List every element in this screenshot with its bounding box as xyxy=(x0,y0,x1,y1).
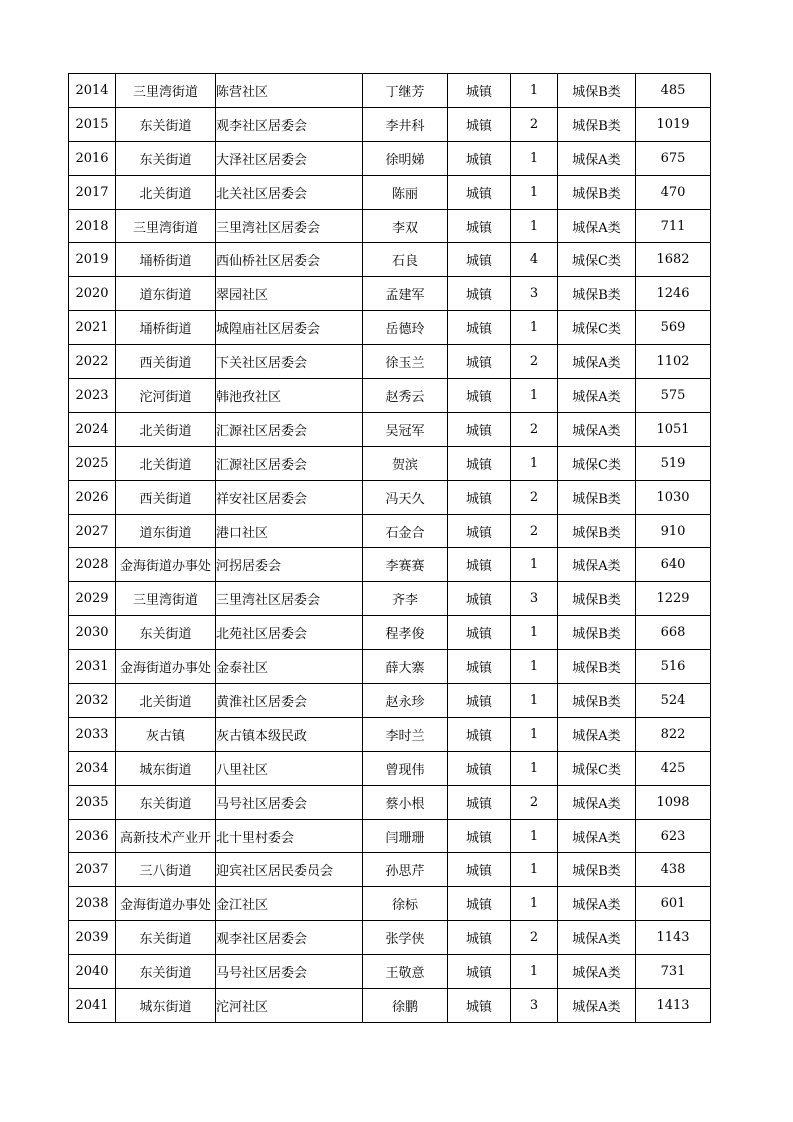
household-count-cell: 2 xyxy=(511,514,558,548)
amount-cell: 668 xyxy=(636,616,711,650)
table-row xyxy=(69,819,711,853)
street-cell: 三里湾街道 xyxy=(116,582,216,616)
street-cell: 北关街道 xyxy=(116,412,216,446)
street-cell: 东关街道 xyxy=(116,955,216,989)
street-cell: 三里湾街道 xyxy=(116,74,216,108)
amount-cell: 569 xyxy=(636,311,711,345)
community-cell: 河拐居委会 xyxy=(216,548,363,582)
household-count-cell: 2 xyxy=(511,107,558,141)
street-cell: 城东街道 xyxy=(116,989,216,1023)
area-type-cell: 城镇 xyxy=(448,819,511,853)
household-count-cell: 1 xyxy=(511,311,558,345)
table-row xyxy=(69,412,711,446)
row-id-cell: 2024 xyxy=(69,412,116,446)
row-id-cell: 2034 xyxy=(69,751,116,785)
amount-cell: 1413 xyxy=(636,989,711,1023)
name-cell: 吴冠军 xyxy=(363,412,448,446)
community-cell: 汇源社区居委会 xyxy=(216,446,363,480)
street-cell: 城东街道 xyxy=(116,751,216,785)
street-cell: 北关街道 xyxy=(116,446,216,480)
category-cell: 城保C类 xyxy=(558,751,636,785)
street-cell: 金海街道办事处 xyxy=(116,650,216,684)
row-id-cell: 2025 xyxy=(69,446,116,480)
table-row xyxy=(69,345,711,379)
amount-cell: 1051 xyxy=(636,412,711,446)
category-cell: 城保A类 xyxy=(558,379,636,413)
household-count-cell: 4 xyxy=(511,243,558,277)
row-id-cell: 2020 xyxy=(69,277,116,311)
area-type-cell: 城镇 xyxy=(448,582,511,616)
row-id-cell: 2019 xyxy=(69,243,116,277)
street-cell: 道东街道 xyxy=(116,277,216,311)
street-cell: 道东街道 xyxy=(116,514,216,548)
table-row xyxy=(69,684,711,718)
row-id-cell: 2022 xyxy=(69,345,116,379)
name-cell: 王敬意 xyxy=(363,955,448,989)
area-type-cell: 城镇 xyxy=(448,616,511,650)
amount-cell: 438 xyxy=(636,853,711,887)
street-cell: 三里湾街道 xyxy=(116,209,216,243)
amount-cell: 1229 xyxy=(636,582,711,616)
amount-cell: 640 xyxy=(636,548,711,582)
row-id-cell: 2035 xyxy=(69,785,116,819)
table-row xyxy=(69,514,711,548)
community-cell: 城隍庙社区居委会 xyxy=(216,311,363,345)
amount-cell: 731 xyxy=(636,955,711,989)
area-type-cell: 城镇 xyxy=(448,175,511,209)
category-cell: 城保B类 xyxy=(558,684,636,718)
household-count-cell: 3 xyxy=(511,277,558,311)
category-cell: 城保A类 xyxy=(558,717,636,751)
household-count-cell: 1 xyxy=(511,379,558,413)
name-cell: 石良 xyxy=(363,243,448,277)
category-cell: 城保B类 xyxy=(558,480,636,514)
category-cell: 城保B类 xyxy=(558,277,636,311)
amount-cell: 1030 xyxy=(636,480,711,514)
category-cell: 城保C类 xyxy=(558,311,636,345)
table-row xyxy=(69,921,711,955)
amount-cell: 1143 xyxy=(636,921,711,955)
table-row xyxy=(69,887,711,921)
category-cell: 城保A类 xyxy=(558,989,636,1023)
table-row xyxy=(69,582,711,616)
row-id-cell: 2038 xyxy=(69,887,116,921)
category-cell: 城保A类 xyxy=(558,548,636,582)
category-cell: 城保B类 xyxy=(558,175,636,209)
household-count-cell: 1 xyxy=(511,74,558,108)
row-id-cell: 2041 xyxy=(69,989,116,1023)
household-count-cell: 2 xyxy=(511,345,558,379)
category-cell: 城保B类 xyxy=(558,74,636,108)
table-row xyxy=(69,785,711,819)
street-cell: 金海街道办事处 xyxy=(116,887,216,921)
area-type-cell: 城镇 xyxy=(448,514,511,548)
row-id-cell: 2040 xyxy=(69,955,116,989)
category-cell: 城保B类 xyxy=(558,650,636,684)
community-cell: 西仙桥社区居委会 xyxy=(216,243,363,277)
category-cell: 城保C类 xyxy=(558,243,636,277)
household-count-cell: 2 xyxy=(511,921,558,955)
name-cell: 李时兰 xyxy=(363,717,448,751)
row-id-cell: 2039 xyxy=(69,921,116,955)
street-cell: 沱河街道 xyxy=(116,379,216,413)
name-cell: 李井科 xyxy=(363,107,448,141)
community-cell: 北关社区居委会 xyxy=(216,175,363,209)
area-type-cell: 城镇 xyxy=(448,853,511,887)
row-id-cell: 2030 xyxy=(69,616,116,650)
row-id-cell: 2017 xyxy=(69,175,116,209)
street-cell: 北关街道 xyxy=(116,175,216,209)
name-cell: 徐明娣 xyxy=(363,141,448,175)
household-count-cell: 1 xyxy=(511,684,558,718)
street-cell: 金海街道办事处 xyxy=(116,548,216,582)
table-row xyxy=(69,989,711,1023)
community-cell: 观李社区居委会 xyxy=(216,921,363,955)
street-cell: 东关街道 xyxy=(116,921,216,955)
table-row xyxy=(69,853,711,887)
amount-cell: 711 xyxy=(636,209,711,243)
table-row xyxy=(69,955,711,989)
household-count-cell: 1 xyxy=(511,616,558,650)
area-type-cell: 城镇 xyxy=(448,717,511,751)
name-cell: 孙思芹 xyxy=(363,853,448,887)
name-cell: 曾现伟 xyxy=(363,751,448,785)
amount-cell: 524 xyxy=(636,684,711,718)
category-cell: 城保B类 xyxy=(558,107,636,141)
name-cell: 蔡小根 xyxy=(363,785,448,819)
amount-cell: 910 xyxy=(636,514,711,548)
street-cell: 北关街道 xyxy=(116,684,216,718)
community-cell: 灰古镇本级民政 xyxy=(216,717,363,751)
table-row xyxy=(69,717,711,751)
name-cell: 齐李 xyxy=(363,582,448,616)
name-cell: 赵永珍 xyxy=(363,684,448,718)
name-cell: 岳德玲 xyxy=(363,311,448,345)
street-cell: 高新技术产业开 xyxy=(116,819,216,853)
area-type-cell: 城镇 xyxy=(448,989,511,1023)
amount-cell: 822 xyxy=(636,717,711,751)
row-id-cell: 2028 xyxy=(69,548,116,582)
area-type-cell: 城镇 xyxy=(448,887,511,921)
street-cell: 西关街道 xyxy=(116,345,216,379)
area-type-cell: 城镇 xyxy=(448,480,511,514)
amount-cell: 675 xyxy=(636,141,711,175)
name-cell: 石金合 xyxy=(363,514,448,548)
household-count-cell: 2 xyxy=(511,785,558,819)
household-count-cell: 3 xyxy=(511,989,558,1023)
street-cell: 埇桥街道 xyxy=(116,243,216,277)
table-row xyxy=(69,616,711,650)
street-cell: 灰古镇 xyxy=(116,717,216,751)
area-type-cell: 城镇 xyxy=(448,751,511,785)
row-id-cell: 2033 xyxy=(69,717,116,751)
category-cell: 城保A类 xyxy=(558,921,636,955)
area-type-cell: 城镇 xyxy=(448,921,511,955)
row-id-cell: 2031 xyxy=(69,650,116,684)
amount-cell: 425 xyxy=(636,751,711,785)
amount-cell: 623 xyxy=(636,819,711,853)
row-id-cell: 2029 xyxy=(69,582,116,616)
name-cell: 程孝俊 xyxy=(363,616,448,650)
name-cell: 贺滨 xyxy=(363,446,448,480)
table-row xyxy=(69,243,711,277)
table-row xyxy=(69,446,711,480)
amount-cell: 1019 xyxy=(636,107,711,141)
community-cell: 港口社区 xyxy=(216,514,363,548)
community-cell: 八里社区 xyxy=(216,751,363,785)
area-type-cell: 城镇 xyxy=(448,345,511,379)
area-type-cell: 城镇 xyxy=(448,379,511,413)
street-cell: 东关街道 xyxy=(116,141,216,175)
area-type-cell: 城镇 xyxy=(448,548,511,582)
table-row xyxy=(69,650,711,684)
household-count-cell: 2 xyxy=(511,480,558,514)
name-cell: 闫珊珊 xyxy=(363,819,448,853)
household-count-cell: 1 xyxy=(511,955,558,989)
name-cell: 李赛赛 xyxy=(363,548,448,582)
row-id-cell: 2032 xyxy=(69,684,116,718)
community-cell: 三里湾社区居委会 xyxy=(216,209,363,243)
community-cell: 下关社区居委会 xyxy=(216,345,363,379)
household-count-cell: 2 xyxy=(511,412,558,446)
household-count-cell: 1 xyxy=(511,717,558,751)
table-row xyxy=(69,480,711,514)
household-count-cell: 1 xyxy=(511,209,558,243)
area-type-cell: 城镇 xyxy=(448,412,511,446)
household-count-cell: 1 xyxy=(511,853,558,887)
street-cell: 东关街道 xyxy=(116,616,216,650)
community-cell: 马号社区居委会 xyxy=(216,955,363,989)
amount-cell: 1682 xyxy=(636,243,711,277)
amount-cell: 485 xyxy=(636,74,711,108)
name-cell: 徐标 xyxy=(363,887,448,921)
area-type-cell: 城镇 xyxy=(448,684,511,718)
household-count-cell: 1 xyxy=(511,548,558,582)
row-id-cell: 2037 xyxy=(69,853,116,887)
area-type-cell: 城镇 xyxy=(448,277,511,311)
community-cell: 北十里村委会 xyxy=(216,819,363,853)
community-cell: 金泰社区 xyxy=(216,650,363,684)
household-count-cell: 1 xyxy=(511,751,558,785)
household-count-cell: 1 xyxy=(511,446,558,480)
name-cell: 徐玉兰 xyxy=(363,345,448,379)
row-id-cell: 2018 xyxy=(69,209,116,243)
amount-cell: 575 xyxy=(636,379,711,413)
row-id-cell: 2026 xyxy=(69,480,116,514)
row-id-cell: 2016 xyxy=(69,141,116,175)
category-cell: 城保B类 xyxy=(558,853,636,887)
amount-cell: 1246 xyxy=(636,277,711,311)
amount-cell: 470 xyxy=(636,175,711,209)
area-type-cell: 城镇 xyxy=(448,209,511,243)
category-cell: 城保A类 xyxy=(558,819,636,853)
community-cell: 祥安社区居委会 xyxy=(216,480,363,514)
row-id-cell: 2036 xyxy=(69,819,116,853)
area-type-cell: 城镇 xyxy=(448,74,511,108)
area-type-cell: 城镇 xyxy=(448,955,511,989)
table-row xyxy=(69,141,711,175)
category-cell: 城保B类 xyxy=(558,514,636,548)
area-type-cell: 城镇 xyxy=(448,107,511,141)
household-count-cell: 1 xyxy=(511,175,558,209)
name-cell: 李双 xyxy=(363,209,448,243)
community-cell: 韩池孜社区 xyxy=(216,379,363,413)
table-row xyxy=(69,107,711,141)
category-cell: 城保B类 xyxy=(558,582,636,616)
area-type-cell: 城镇 xyxy=(448,141,511,175)
area-type-cell: 城镇 xyxy=(448,650,511,684)
community-cell: 沱河社区 xyxy=(216,989,363,1023)
row-id-cell: 2021 xyxy=(69,311,116,345)
community-cell: 马号社区居委会 xyxy=(216,785,363,819)
name-cell: 丁继芳 xyxy=(363,74,448,108)
category-cell: 城保A类 xyxy=(558,887,636,921)
name-cell: 冯天久 xyxy=(363,480,448,514)
row-id-cell: 2015 xyxy=(69,107,116,141)
community-cell: 三里湾社区居委会 xyxy=(216,582,363,616)
category-cell: 城保A类 xyxy=(558,141,636,175)
name-cell: 陈丽 xyxy=(363,175,448,209)
community-cell: 迎宾社区居民委员会 xyxy=(216,853,363,887)
community-cell: 黄淮社区居委会 xyxy=(216,684,363,718)
community-cell: 汇源社区居委会 xyxy=(216,412,363,446)
name-cell: 徐鹏 xyxy=(363,989,448,1023)
household-count-cell: 1 xyxy=(511,819,558,853)
category-cell: 城保B类 xyxy=(558,616,636,650)
table-row xyxy=(69,175,711,209)
street-cell: 埇桥街道 xyxy=(116,311,216,345)
area-type-cell: 城镇 xyxy=(448,311,511,345)
table-row xyxy=(69,277,711,311)
category-cell: 城保A类 xyxy=(558,785,636,819)
area-type-cell: 城镇 xyxy=(448,785,511,819)
table-row xyxy=(69,751,711,785)
name-cell: 薛大寨 xyxy=(363,650,448,684)
area-type-cell: 城镇 xyxy=(448,446,511,480)
records-table xyxy=(68,73,711,1023)
community-cell: 北苑社区居委会 xyxy=(216,616,363,650)
household-count-cell: 1 xyxy=(511,650,558,684)
table-row xyxy=(69,209,711,243)
area-type-cell: 城镇 xyxy=(448,243,511,277)
name-cell: 张学侠 xyxy=(363,921,448,955)
community-cell: 翠园社区 xyxy=(216,277,363,311)
category-cell: 城保A类 xyxy=(558,209,636,243)
table-row xyxy=(69,379,711,413)
community-cell: 大泽社区居委会 xyxy=(216,141,363,175)
table-body xyxy=(69,74,711,1023)
table-row xyxy=(69,548,711,582)
amount-cell: 1098 xyxy=(636,785,711,819)
row-id-cell: 2014 xyxy=(69,74,116,108)
category-cell: 城保C类 xyxy=(558,446,636,480)
community-cell: 陈营社区 xyxy=(216,74,363,108)
street-cell: 三八街道 xyxy=(116,853,216,887)
row-id-cell: 2027 xyxy=(69,514,116,548)
category-cell: 城保A类 xyxy=(558,345,636,379)
household-count-cell: 1 xyxy=(511,887,558,921)
table-row xyxy=(69,311,711,345)
amount-cell: 601 xyxy=(636,887,711,921)
name-cell: 孟建军 xyxy=(363,277,448,311)
household-count-cell: 3 xyxy=(511,582,558,616)
category-cell: 城保A类 xyxy=(558,412,636,446)
row-id-cell: 2023 xyxy=(69,379,116,413)
street-cell: 东关街道 xyxy=(116,785,216,819)
amount-cell: 516 xyxy=(636,650,711,684)
table-row xyxy=(69,74,711,108)
community-cell: 观李社区居委会 xyxy=(216,107,363,141)
street-cell: 东关街道 xyxy=(116,107,216,141)
amount-cell: 519 xyxy=(636,446,711,480)
community-cell: 金江社区 xyxy=(216,887,363,921)
name-cell: 赵秀云 xyxy=(363,379,448,413)
amount-cell: 1102 xyxy=(636,345,711,379)
household-count-cell: 1 xyxy=(511,141,558,175)
category-cell: 城保A类 xyxy=(558,955,636,989)
street-cell: 西关街道 xyxy=(116,480,216,514)
